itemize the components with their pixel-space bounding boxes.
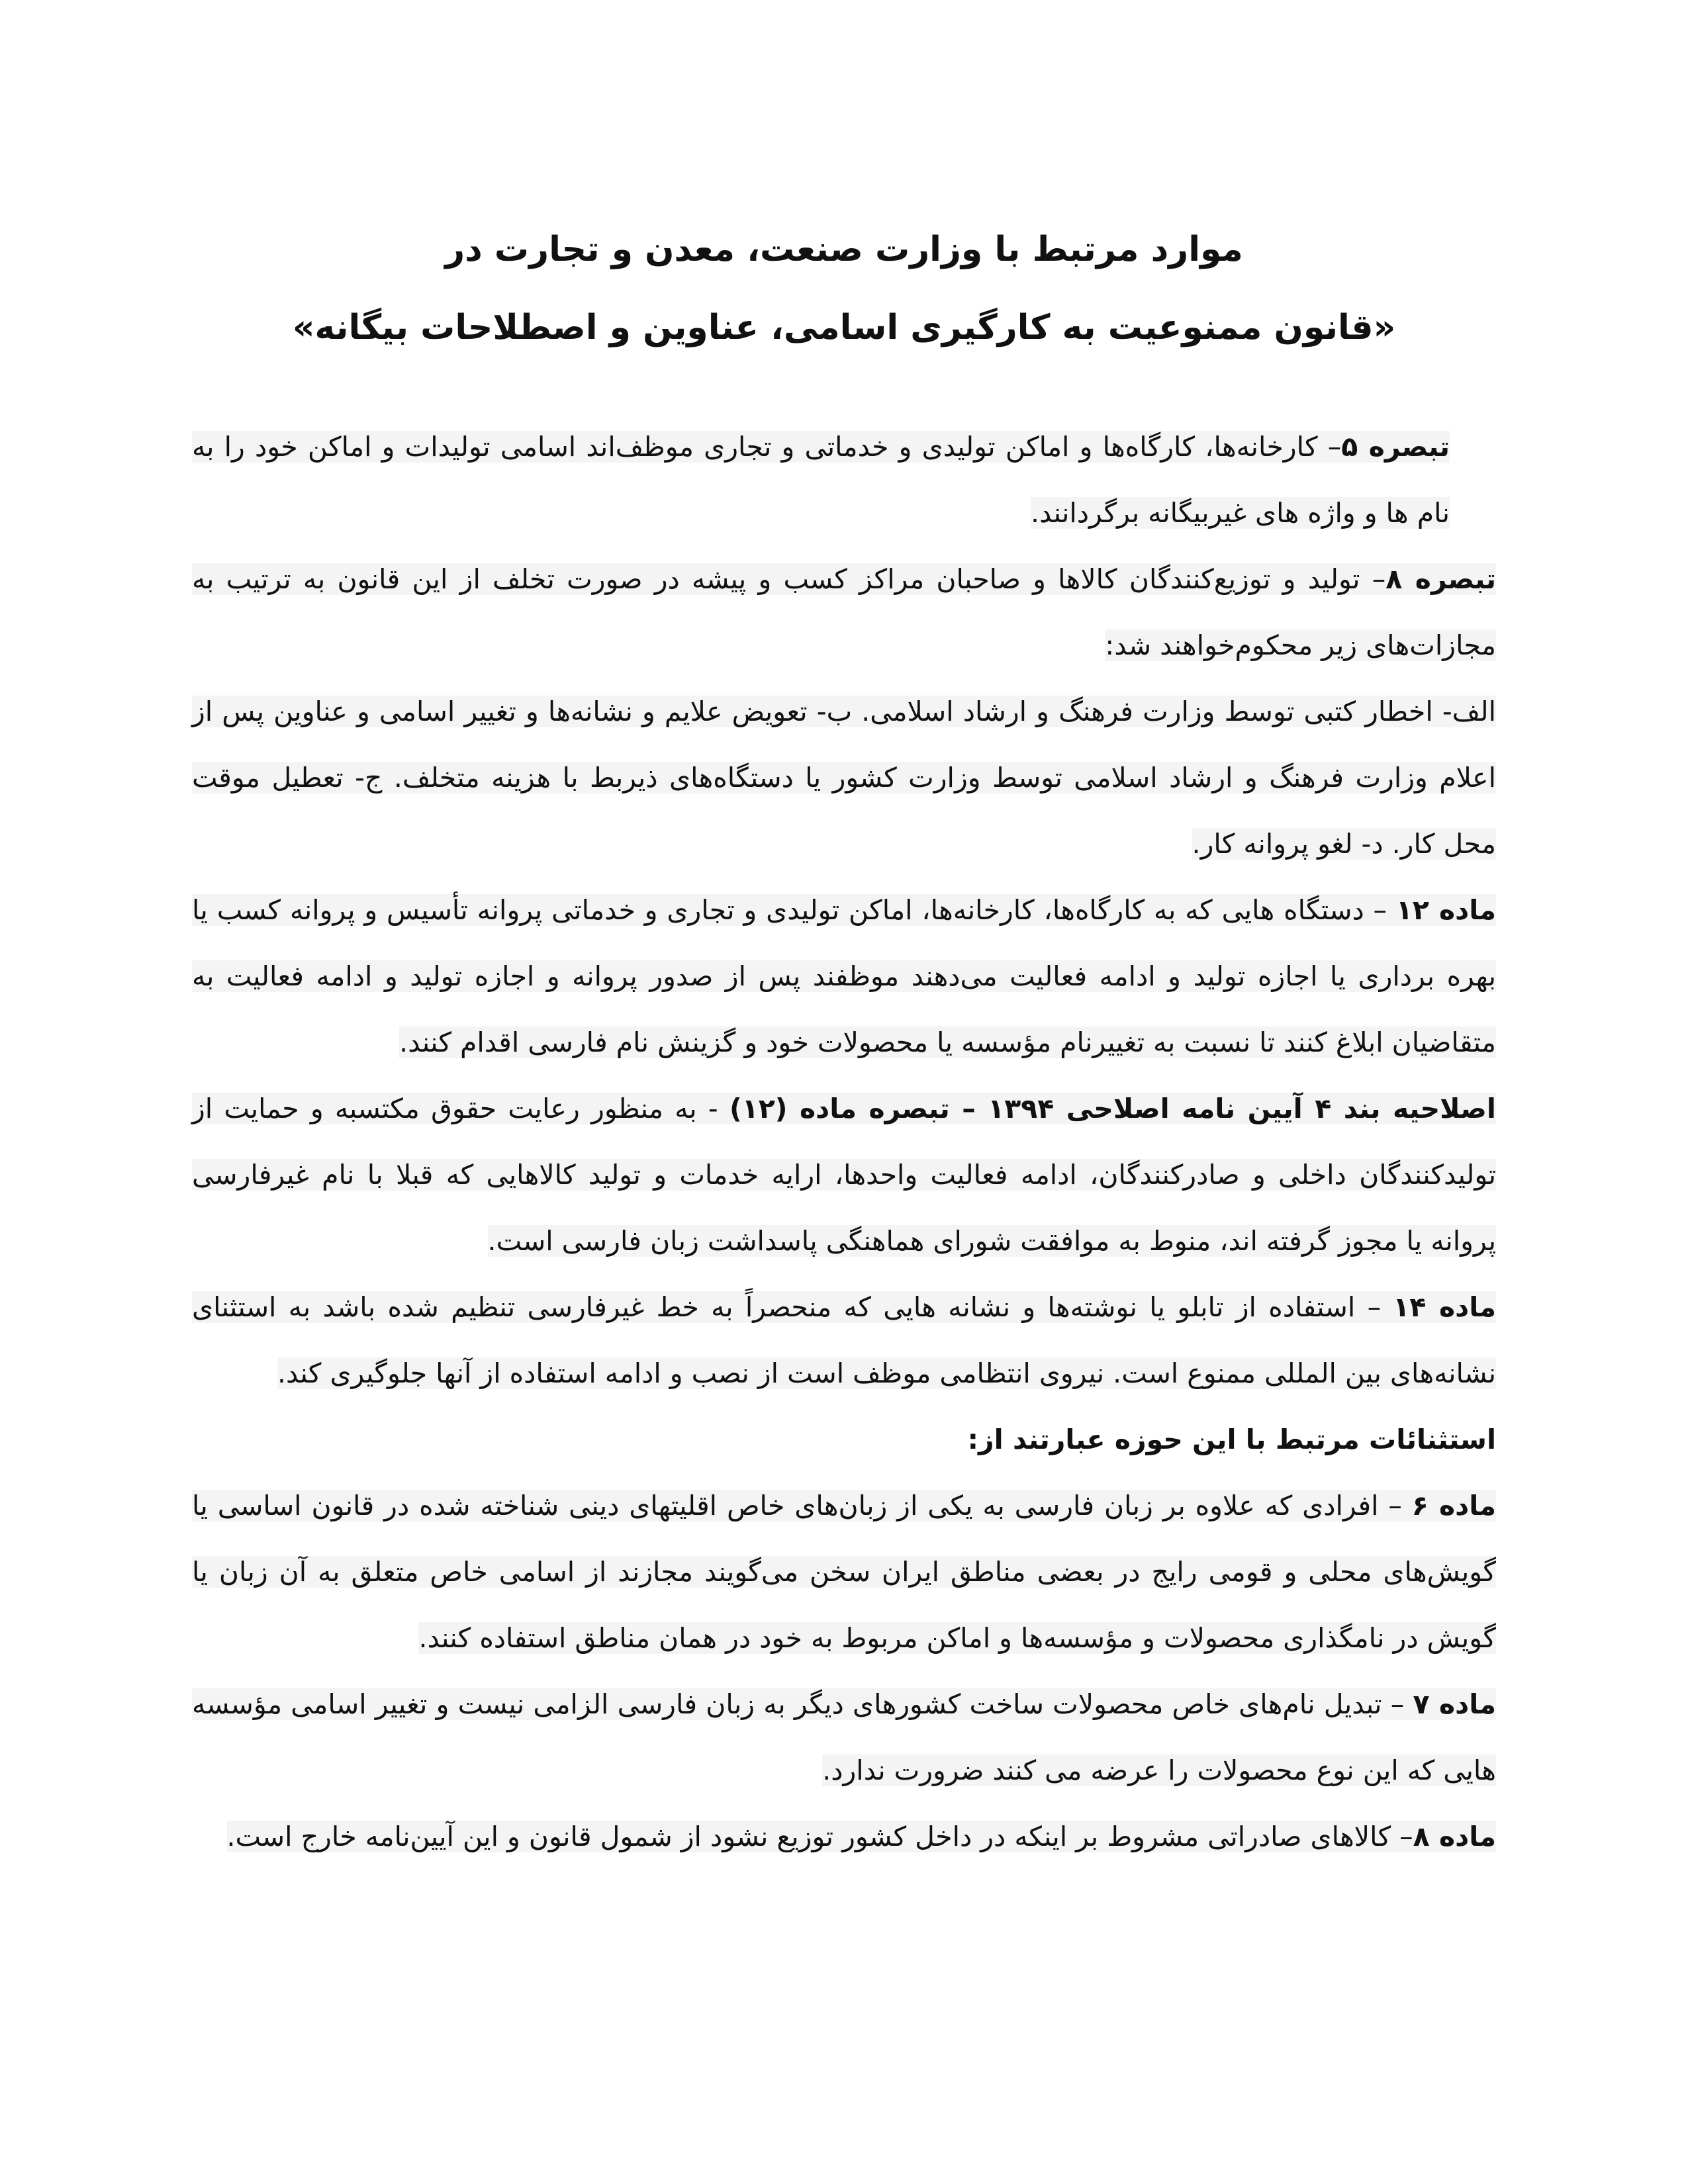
amendment-label: اصلاحیه بند ۴ آیین نامه اصلاحی ۱۳۹۴ – تبصره ماده (۱۲) xyxy=(729,1093,1496,1124)
amendment-text: - به منظور رعایت حقوق مکتسبه و حمایت از تولیدکنندگان داخلی و صادرکنندگان، ادامه فعالیت واحدها، ارایه خدمات و تولید کالاهایی که قبلا با نام غیرفارسی پروانه یا مجوز گرفته اند، منوط به موافقت شورای هماهنگی پاسداشت زبان فارسی است. xyxy=(192,1093,1496,1257)
article-12-paragraph xyxy=(192,877,1496,1075)
page-title xyxy=(199,210,1489,367)
document-body xyxy=(192,414,1496,1870)
article-7-text: – تبدیل نام‌های خاص محصولات ساخت کشورهای دیگر به زبان فارسی الزامی نیست و تغییر اسامی مؤسسه هایی که این نوع محصولات را عرضه می کنند ضرورت ندارد. xyxy=(192,1688,1496,1786)
note-5-text: – کارخانه‌ها، کارگاه‌ها و اماکن تولیدی و خدماتی و تجاری موظف‌اند اسامی تولیدات و اماکن خود را به نام ها و واژه های غیربیگانه برگردانند. xyxy=(192,431,1450,529)
article-6-label: ماده ۶ xyxy=(1411,1490,1496,1522)
note-8-text: – تولید و توزیع‌کنندگان کالاها و صاحبان مراکز کسب و پیشه در صورت تخلف از این قانون به ترتیب به مجازات‌های زیر محکوم‌خواهند شد: xyxy=(192,563,1496,661)
note-5-paragraph xyxy=(192,414,1496,546)
article-8-text: – کالاهای صادراتی مشروط بر اینکه در داخل کشور توزیع نشود از شمول قانون و این آیین‌نامه خارج است. xyxy=(226,1821,1413,1852)
article-8-label: ماده ۸ xyxy=(1413,1821,1496,1852)
note-8-label: تبصره ۸ xyxy=(1385,563,1496,595)
article-7-label: ماده ۷ xyxy=(1413,1688,1496,1720)
article-6-text: – افرادی که علاوه بر زبان فارسی به یکی از زبان‌های خاص اقلیتهای دینی شناخته شده در قانون اساسی یا گویش‌های محلی و قومی رایج در بعضی مناطق ایران سخن می‌گویند مجازند از اسامی خاص متعلق به آن زبان یا گویش در نامگذاری محصولات و مؤسسه‌ها و اماکن مربوط به خود در همان مناطق استفاده کنند. xyxy=(192,1490,1496,1654)
penalties-text: الف- اخطار کتبی توسط وزارت فرهنگ و ارشاد اسلامی. ب- تعویض علایم و نشانه‌ها و تغییر اسامی و عناوین پس از اعلام وزارت فرهنگ و ارشاد اسلامی توسط وزارت کشور یا دستگاه‌های ذیربط با هزینه متخلف. ج- تعطیل موقت محل کار. د- لغو پروانه کار. xyxy=(192,696,1496,860)
penalties-paragraph xyxy=(192,678,1496,877)
article-8-paragraph xyxy=(192,1803,1496,1870)
article-12-text: – دستگاه هایی که به کارگاه‌ها، کارخانه‌ها، اماکن تولیدی و تجاری و خدماتی پروانه تأسیس و پروانه کسب یا بهره برداری یا اجازه تولید و ادامه فعالیت می‌دهند موظفند پس از صدور پروانه و اجازه تولید و ادامه فعالیت به متقاضیان ابلاغ کنند تا نسبت به تغییرنام مؤسسه یا محصولات خود و گزینش نام فارسی اقدام کنند. xyxy=(192,894,1496,1058)
article-12-label: ماده ۱۲ xyxy=(1395,894,1496,926)
note-5-label: تبصره ۵ xyxy=(1341,431,1450,463)
amendment-paragraph xyxy=(192,1075,1496,1274)
article-14-text: – استفاده از تابلو یا نوشته‌ها و نشانه هایی که منحصراً به خط غیرفارسی تنظیم شده باشد به استثنای نشانه‌های بین المللی ممنوع است. نیروی انتظامی موظف است از نصب و ادامه استفاده از آنها جلوگیری کند. xyxy=(192,1291,1496,1389)
article-6-paragraph xyxy=(192,1473,1496,1671)
title-line-1: موارد مرتبط با وزارت صنعت، معدن و تجارت در xyxy=(445,230,1243,269)
article-7-paragraph xyxy=(192,1671,1496,1803)
article-14-label: ماده ۱۴ xyxy=(1393,1291,1496,1323)
exceptions-heading: استثنائات مرتبط با این حوزه عبارتند از: xyxy=(967,1424,1496,1455)
title-line-2: «قانون ممنوعیت به کارگیری اسامی، عناوین و اصطلاحات بیگانه» xyxy=(292,308,1396,347)
article-14-paragraph xyxy=(192,1274,1496,1406)
note-8-paragraph xyxy=(192,546,1496,678)
